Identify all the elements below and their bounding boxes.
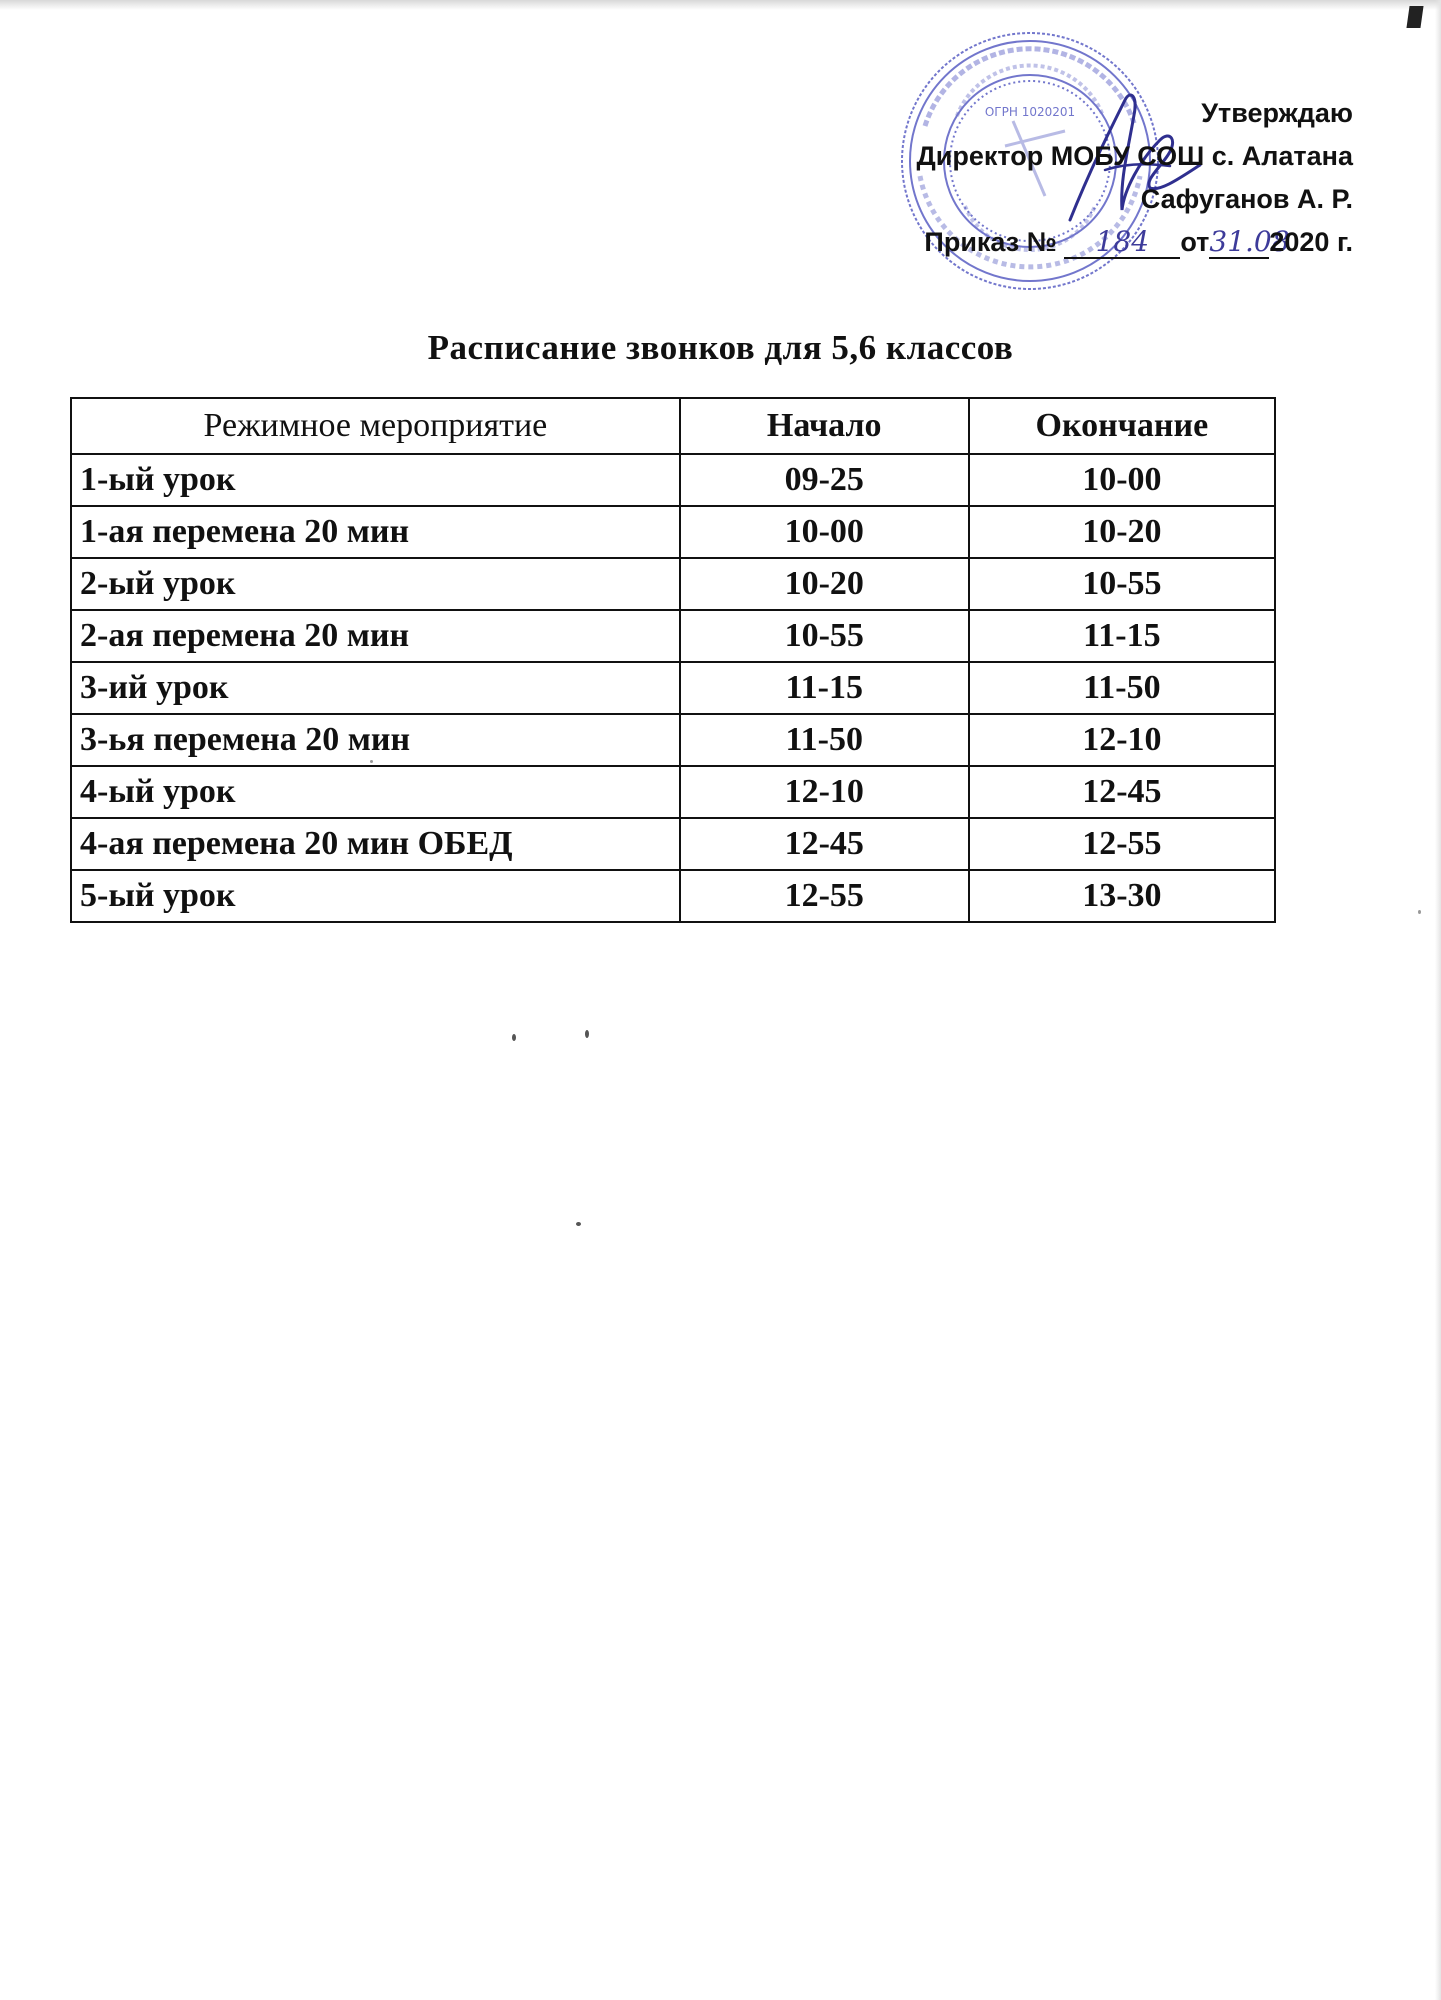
scan-speck bbox=[370, 760, 373, 763]
approval-block bbox=[753, 92, 1353, 258]
stamp-ogrn-text: ОГРН 1020201 bbox=[984, 105, 1076, 119]
order-year: 2020 г. bbox=[1269, 227, 1353, 257]
row-activity: 2-ая перемена 20 мин bbox=[71, 610, 680, 662]
order-prefix: Приказ № bbox=[924, 227, 1057, 257]
document-title: Расписание звонков для 5,6 классов bbox=[427, 328, 1014, 367]
row-start: 09-25 bbox=[680, 454, 969, 506]
table-row bbox=[71, 714, 1275, 766]
row-activity: 3-ья перемена 20 мин bbox=[71, 714, 680, 766]
corner-mark bbox=[1406, 6, 1423, 28]
row-start: 12-45 bbox=[680, 818, 969, 870]
header-activity: Режимное мероприятие bbox=[71, 398, 680, 454]
table-row bbox=[71, 870, 1275, 922]
order-number-field: 184 bbox=[1064, 227, 1180, 259]
row-end: 12-45 bbox=[969, 766, 1275, 818]
row-activity: 1-ая перемена 20 мин bbox=[71, 506, 680, 558]
row-start: 10-00 bbox=[680, 506, 969, 558]
header-end: Окончание bbox=[969, 398, 1275, 454]
table-row bbox=[71, 610, 1275, 662]
table-header-row bbox=[71, 398, 1275, 454]
director-name: Сафуганов А. Р. bbox=[1140, 184, 1353, 214]
row-end: 12-55 bbox=[969, 818, 1275, 870]
bell-schedule-table bbox=[70, 397, 1276, 923]
row-activity: 4-ый урок bbox=[71, 766, 680, 818]
scan-speck bbox=[585, 1030, 589, 1038]
order-line bbox=[753, 221, 1353, 264]
scan-edge-right bbox=[1435, 0, 1441, 2000]
row-end: 10-55 bbox=[969, 558, 1275, 610]
table-row bbox=[71, 766, 1275, 818]
scan-edge bbox=[0, 0, 1441, 10]
row-activity: 2-ый урок bbox=[71, 558, 680, 610]
row-end: 11-50 bbox=[969, 662, 1275, 714]
row-start: 11-15 bbox=[680, 662, 969, 714]
row-end: 13-30 bbox=[969, 870, 1275, 922]
row-activity: 5-ый урок bbox=[71, 870, 680, 922]
row-end: 12-10 bbox=[969, 714, 1275, 766]
scan-speck bbox=[1418, 910, 1421, 914]
row-start: 10-20 bbox=[680, 558, 969, 610]
row-activity: 4-ая перемена 20 мин ОБЕД bbox=[71, 818, 680, 870]
row-start: 12-10 bbox=[680, 766, 969, 818]
date-prefix: от bbox=[1180, 227, 1210, 257]
row-end: 10-00 bbox=[969, 454, 1275, 506]
row-start: 12-55 bbox=[680, 870, 969, 922]
table-row bbox=[71, 558, 1275, 610]
header-start: Начало bbox=[680, 398, 969, 454]
row-start: 10-55 bbox=[680, 610, 969, 662]
approval-heading: Утверждаю bbox=[1201, 98, 1353, 128]
scan-speck bbox=[576, 1222, 581, 1226]
scan-speck bbox=[512, 1034, 516, 1041]
director-position: Директор МОБУ СОШ с. Алатана bbox=[916, 141, 1353, 171]
row-activity: 1-ый урок bbox=[71, 454, 680, 506]
row-end: 11-15 bbox=[969, 610, 1275, 662]
table-row bbox=[71, 454, 1275, 506]
row-activity: 3-ий урок bbox=[71, 662, 680, 714]
row-start: 11-50 bbox=[680, 714, 969, 766]
table-row bbox=[71, 662, 1275, 714]
order-date-field: 31.08 bbox=[1209, 225, 1290, 258]
row-end: 10-20 bbox=[969, 506, 1275, 558]
table-row bbox=[71, 506, 1275, 558]
table-row bbox=[71, 818, 1275, 870]
